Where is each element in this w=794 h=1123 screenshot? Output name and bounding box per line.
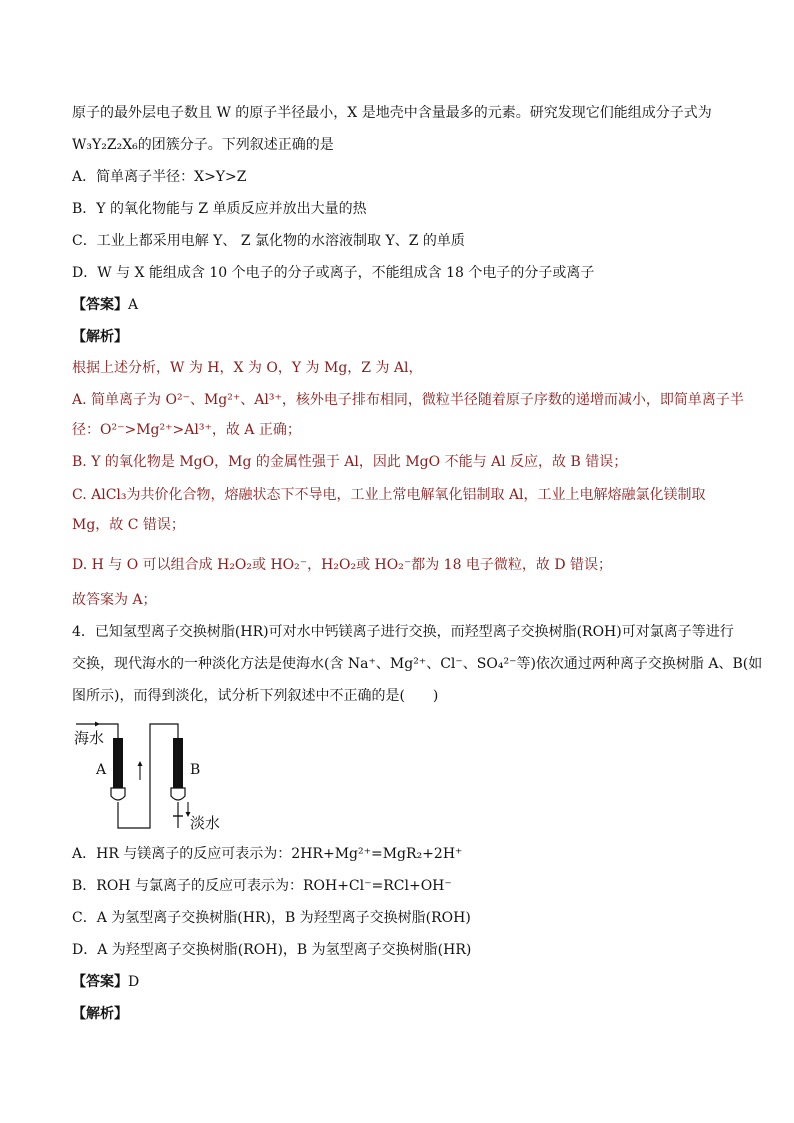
- column-a-label: A: [96, 762, 107, 778]
- answer-value: A: [128, 297, 139, 313]
- q3-analysis-c-line-2: Mg，故 C 错误；: [72, 517, 185, 533]
- q4-stem-line-3: 图所示)，而得到淡化，试分析下列叙述中不正确的是( ): [72, 688, 439, 704]
- q4-option-c: C．A 为氢型离子交换树脂(HR)，B 为羟型离子交换树脂(ROH): [72, 910, 471, 926]
- q3-option-c: C．工业上都采用电解 Y、 Z 氯化物的水溶液制取 Y、Z 的单质: [72, 233, 465, 249]
- q3-option-d: D．W 与 X 能组成含 10 个电子的分子或离子，不能组成含 18 个电子的分子或离子: [72, 265, 595, 281]
- connecting-tube: [118, 724, 178, 828]
- column-a: [113, 738, 123, 788]
- q4-option-b: B．ROH 与氯离子的反应可表示为：ROH+Cl⁻=RCl+OH⁻: [72, 878, 452, 894]
- q4-option-d: D．A 为羟型离子交换树脂(ROH)，B 为氢型离子交换树脂(HR): [72, 942, 472, 958]
- q3-analysis-label: 【解析】: [72, 329, 128, 345]
- q3-analysis-a-line-1: A. 简单离子为 O²⁻、Mg²⁺、Al³⁺，核外电子排布相同，微粒半径随着原子序数的递增而减小，即简单离子半: [72, 392, 744, 408]
- q4-stem-line-1: 4．已知氢型离子交换树脂(HR)可对水中钙镁离子进行交换，而羟型离子交换树脂(ROH)可对氯离子等进行: [72, 624, 734, 640]
- outlet-label: 淡水: [190, 814, 221, 832]
- q4-analysis-label: 【解析】: [72, 1006, 128, 1022]
- q3-stem-line-2: W₃Y₂Z₂X₆的团簇分子。下列叙述正确的是: [72, 137, 334, 153]
- flow-arrow-head: [138, 761, 143, 766]
- column-b: [173, 738, 183, 788]
- answer-label: 【答案】: [72, 974, 128, 990]
- column-b-label: B: [190, 762, 201, 778]
- q3-analysis-intro: 根据上述分析，W 为 H，X 为 O，Y 为 Mg，Z 为 Al，: [72, 360, 423, 376]
- q3-analysis-b: B. Y 的氧化物是 MgO，Mg 的金属性强于 Al，因此 MgO 不能与 Al 反应，故 B 错误；: [72, 454, 628, 470]
- q4-answer: [72, 972, 732, 992]
- inlet-label: 海水: [74, 729, 105, 747]
- q4-option-a: A．HR 与镁离子的反应可表示为：2HR+Mg²⁺=MgR₂+2H⁺: [72, 846, 463, 862]
- q3-option-b: B．Y 的氧化物能与 Z 单质反应并放出大量的热: [72, 201, 367, 217]
- ion-exchange-diagram: [70, 716, 250, 834]
- q3-analysis-a-line-2: 径：O²⁻>Mg²⁺>Al³⁺，故 A 正确；: [72, 422, 301, 438]
- answer-value: D: [128, 974, 140, 990]
- q3-answer: [72, 295, 732, 315]
- q3-conclusion: 故答案为 A；: [72, 592, 157, 608]
- q3-option-a: A．简单离子半径：X>Y>Z: [72, 169, 247, 185]
- column-a-bulb: [111, 788, 125, 800]
- column-b-bulb: [171, 788, 185, 800]
- q3-analysis-c-line-1: C. AlCl₃为共价化合物，熔融状态下不导电，工业上常电解氧化铝制取 Al，工业上电解熔融氯化镁制取: [72, 487, 706, 503]
- q3-stem-line-1: 原子的最外层电子数且 W 的原子半径最小，X 是地壳中含量最多的元素。研究发现它们能组成分子式为: [72, 105, 712, 121]
- q3-analysis-d: D. H 与 O 可以组合成 H₂O₂或 HO₂⁻，H₂O₂或 HO₂⁻都为 18 电子微粒，故 D 错误；: [72, 557, 613, 573]
- q4-stem-line-2: 交换，现代海水的一种淡化方法是使海水(含 Na⁺、Mg²⁺、Cl⁻、SO₄²⁻等)依次通过两种离子交换树脂 A、B(如: [72, 656, 763, 672]
- answer-label: 【答案】: [72, 297, 128, 313]
